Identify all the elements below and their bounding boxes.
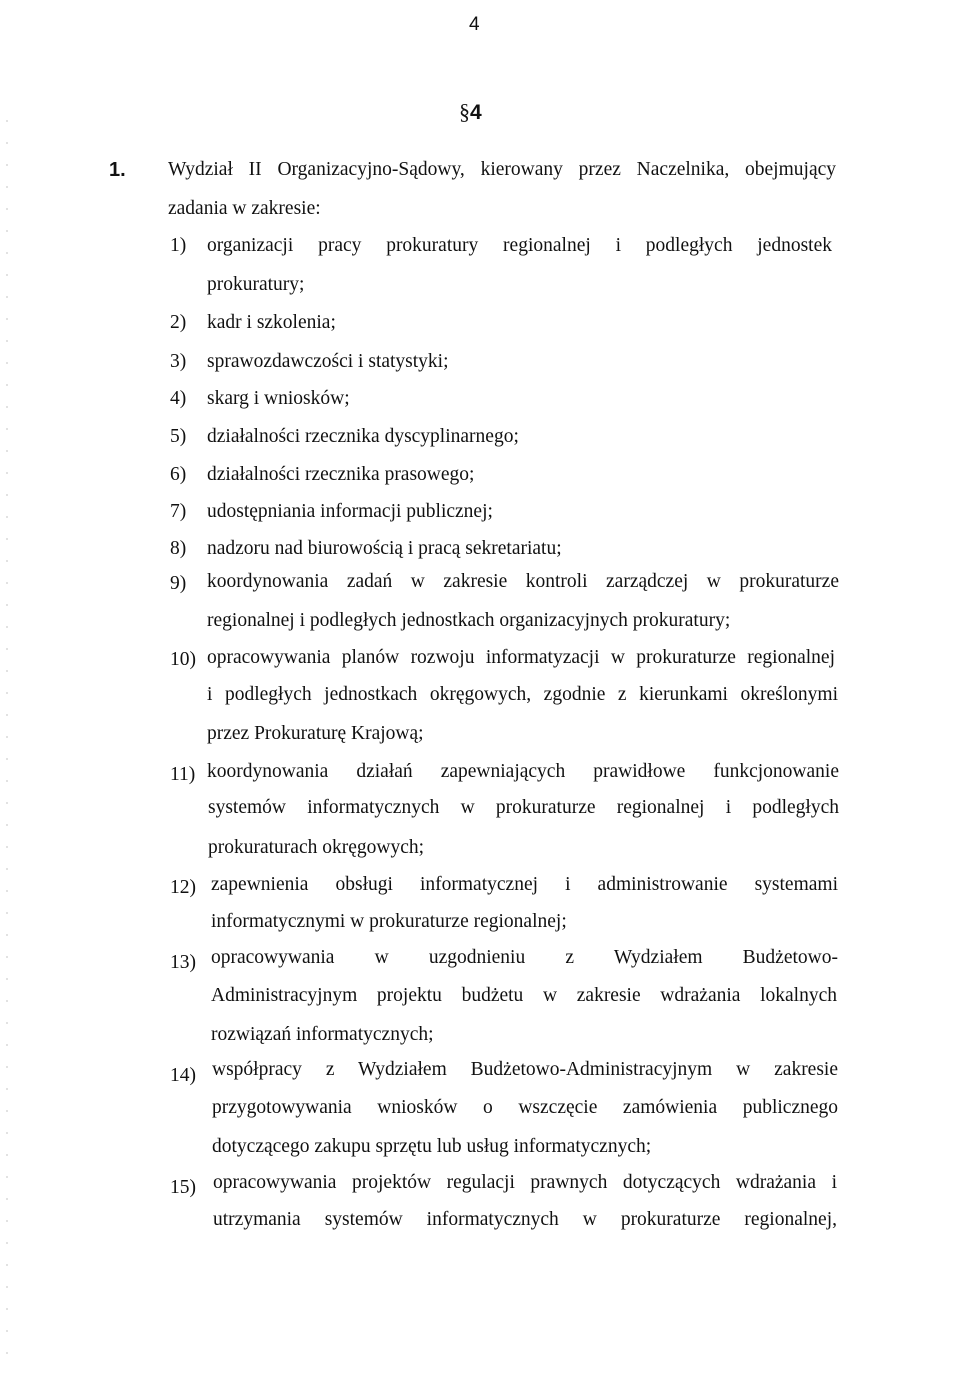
list-item-text: i podległych jednostkach okręgowych, zgodnie z kierunkami określonymi — [207, 684, 838, 705]
list-item-number: 4) — [170, 388, 187, 409]
paragraph-intro-line-2: zadania w zakresie: — [168, 198, 321, 219]
list-item-text: sprawozdawczości i statystyki; — [207, 351, 449, 372]
list-item-text: opracowywania w uzgodnieniu z Wydziałem Budżetowo- — [211, 947, 838, 968]
list-item-number: 11) — [170, 764, 196, 785]
list-item-number: 2) — [170, 312, 187, 333]
list-item-number: 9) — [170, 573, 187, 594]
list-item-text: regionalnej i podległych jednostkach organizacyjnych prokuratury; — [207, 610, 731, 631]
list-item-text: działalności rzecznika prasowego; — [207, 464, 475, 485]
scan-edge-artifact — [6, 120, 8, 1360]
list-item-number: 12) — [170, 877, 196, 898]
list-item-text: organizacji pracy prokuratury regionalnej i podległych jednostek — [207, 235, 832, 256]
list-item-number: 8) — [170, 538, 187, 559]
list-item-text: przygotowywania wniosków o wszczęcie zamówienia publicznego — [212, 1097, 838, 1118]
list-item-text: kadr i szkolenia; — [207, 312, 336, 333]
list-item-number: 10) — [170, 649, 196, 670]
list-item-text: opracowywania planów rozwoju informatyzacji w prokuraturze regionalnej — [207, 647, 835, 668]
section-heading — [459, 99, 482, 125]
list-item-number: 6) — [170, 464, 187, 485]
page-number: 4 — [469, 14, 480, 35]
list-item-number: 14) — [170, 1065, 196, 1086]
list-item-text: Administracyjnym projektu budżetu w zakresie wdrażania lokalnych — [211, 985, 837, 1006]
paragraph-intro-line-1: Wydział II Organizacyjno-Sądowy, kierowany przez Naczelnika, obejmujący — [168, 159, 836, 180]
list-item-text: prokuraturach okręgowych; — [208, 837, 425, 858]
list-item-number: 7) — [170, 501, 187, 522]
list-item-text: opracowywania projektów regulacji prawnych dotyczących wdrażania i — [213, 1172, 837, 1193]
list-item-text: dotyczącego zakupu sprzętu lub usług informatycznych; — [212, 1136, 652, 1157]
section-sign: § — [459, 99, 470, 124]
list-item-text: udostępniania informacji publicznej; — [207, 501, 493, 522]
list-item-text: systemów informatycznych w prokuraturze regionalnej i podległych — [208, 797, 839, 818]
list-item-text: koordynowania działań zapewniających prawidłowe funkcjonowanie — [207, 761, 839, 782]
list-item-text: współpracy z Wydziałem Budżetowo-Administracyjnym w zakresie — [212, 1059, 838, 1080]
list-item-text: skarg i wniosków; — [207, 388, 350, 409]
list-item-text: prokuratury; — [207, 274, 305, 295]
section-number: 4 — [470, 101, 482, 124]
list-item-number: 1) — [170, 235, 187, 256]
list-item-text: utrzymania systemów informatycznych w prokuraturze regionalnej, — [213, 1209, 837, 1230]
list-item-text: nadzoru nad biurowością i pracą sekretariatu; — [207, 538, 562, 559]
paragraph-number: 1. — [109, 159, 126, 181]
list-item-text: rozwiązań informatycznych; — [211, 1024, 434, 1045]
list-item-text: informatycznymi w prokuraturze regionalnej; — [211, 911, 567, 932]
list-item-text: działalności rzecznika dyscyplinarnego; — [207, 426, 519, 447]
list-item-number: 3) — [170, 351, 187, 372]
list-item-text: przez Prokuraturę Krajową; — [207, 723, 424, 744]
list-item-number: 15) — [170, 1177, 196, 1198]
list-item-number: 5) — [170, 426, 187, 447]
list-item-number: 13) — [170, 952, 196, 973]
list-item-text: koordynowania zadań w zakresie kontroli zarządczej w prokuraturze — [207, 571, 839, 592]
list-item-text: zapewnienia obsługi informatycznej i administrowanie systemami — [211, 874, 838, 895]
